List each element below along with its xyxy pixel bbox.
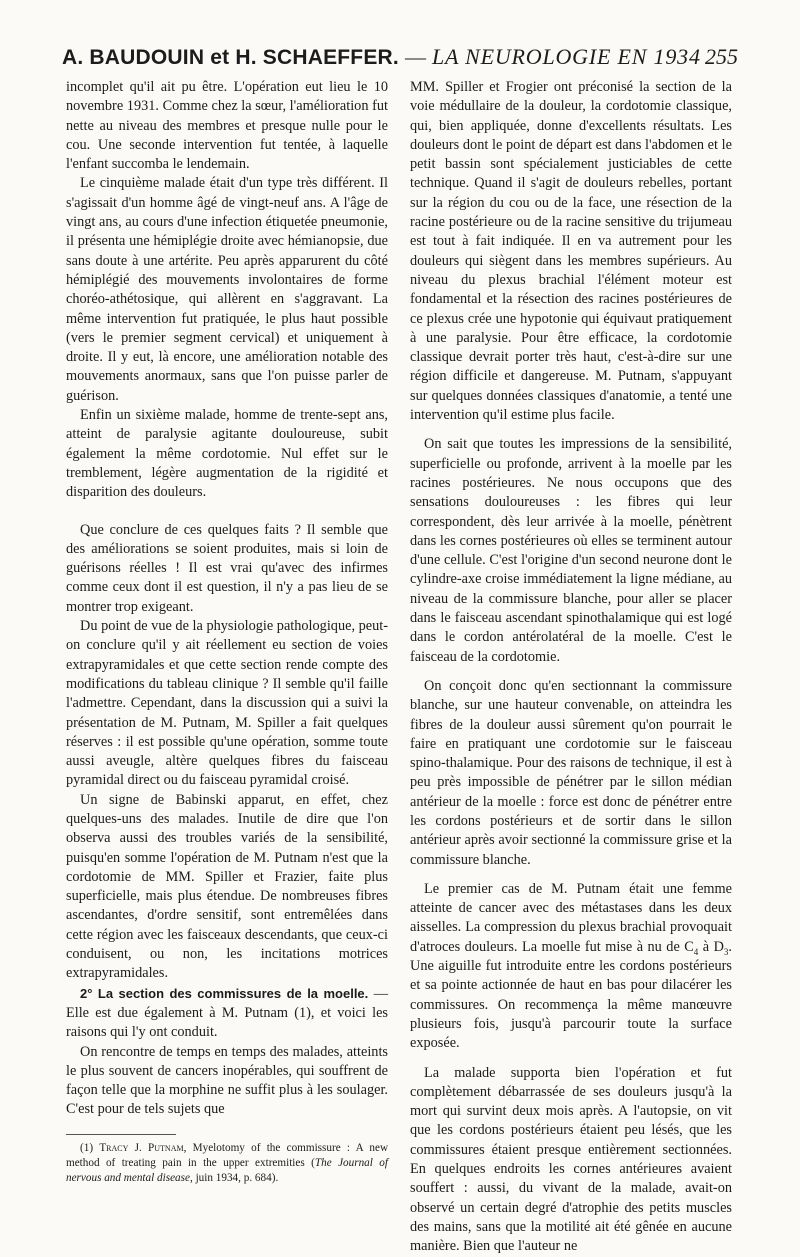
paragraph: On conçoit donc qu'en sectionnant la commissure blanche, sur une hauteur convenable, on atteindra les fibres de la douleur aussi sûrement qu'on pourrait le faire en pratiquant une cordotomie sur le faisceau spino-thalamique. Pour des raisons de technique, il est à peu près impossible de pénétrer par le sillon médian antérieur de la moelle : force est donc de pénétrer entre les cordons postérieurs et de sortir dans le sillon antérieur après avoir sectionné la commissure grise et la commissure blanche. xyxy=(410,677,732,868)
paragraph: incomplet qu'il ait pu être. L'opération eut lieu le 10 novembre 1931. Comme chez la sœur, l'amélioration fut nette au niveau des membres et presque nulle pour le cou. Une seconde intervention fut tentée, à laquelle l'enfant succomba le lendemain. xyxy=(66,79,388,173)
subscript: 3 xyxy=(723,946,729,957)
left-column xyxy=(66,78,388,1186)
paragraph-text: . Une aiguille fut introduite entre les cordons postérieurs et sa pointe actionnée de haut en bas pour dilacérer les commissures. On recommença la même manœuvre plusieurs fois, jusqu'à parcourir toute la surface exposée. xyxy=(410,938,732,1052)
footnote-end: juin 1934, p. 684). xyxy=(192,1171,279,1184)
section-heading-paragraph xyxy=(66,984,388,1043)
paragraph xyxy=(410,880,732,1054)
right-column xyxy=(410,78,732,1257)
paragraph: Le cinquième malade était d'un type très différent. Il s'agissait d'un homme âgé de vingt-neuf ans. A l'âge de vingt ans, au cours d'une infection étiquetée pneumonie, il présenta une hémiplégie droite avec hémianopsie, due sans doute à une artérite. Peu après apparurent du côté hémiplégié des mouvements involontaires de forme choréo-athétosique, qui allèrent en s'aggravant. La même intervention fut pratiquée, le plus haut possible (vers le premier segment cervical) et uniquement à droite. Il y eut, là encore, une amélioration notable des mouvements anormaux, sans que l'on puisse parler de guérison. xyxy=(66,175,388,404)
footnote-marker: (1) xyxy=(80,1141,94,1154)
footnote-text: Myelotomy of the commissure : A new method of treating pain in the upper extremities ( xyxy=(66,1141,389,1169)
section-title: 2° La section des commissures de la moelle. xyxy=(80,985,369,1001)
paragraph: MM. Spiller et Frogier ont préconisé la section de la voie médullaire de la douleur, la cordotomie classique, qui, bien appliquée, donne d'excellents résultats. Les douleurs dont le point de départ est dans l'abdomen et le petit bassin sont spécialement justiciables de cette technique. Quand il s'agit de douleurs rebelles, portant sur la région du cou ou de la face, une résection de la racine postérieure ou de la racine sensitive du trijumeau est tout à fait indiquée. Il en va autrement pour les douleurs qui siègent dans les membres supérieurs. Au niveau du plexus brachial l'élément moteur est fondamental et la résection des racines postérieures de ce plexus crée une hypotonie qui équivaut pratiquement à une paralysie. Pour être efficace, la cordotomie classique devrait porter très haut, c'est-à-dire sur une région difficile et dangereuse. M. Putnam, s'appuyant sur quelques données classiques d'anatomie, a tenté une intervention qu'il estime plus facile. xyxy=(410,79,732,424)
running-header xyxy=(62,44,738,76)
page-number: 255 xyxy=(705,44,738,69)
subscript: 4 xyxy=(693,946,699,957)
paragraph: Un signe de Babinski apparut, en effet, chez quelques-uns des malades. Inutile de dire que l'on observa aussi des troubles variés de la sensibilité, puisqu'en somme l'opération de M. Putnam n'est que la cordotomie de MM. Spiller et Frazier, faite plus superficielle, mais plus étendue. De nombreuses fibres ascendantes, d'ordre sensitif, sont entremêlées dans cette région avec les faisceaux descendants, que ceux-ci conduisent, ou non, les incitations motrices extrapyramidales. xyxy=(66,791,388,982)
paragraph: La malade supporta bien l'opération et fut complètement débarrassée de ses douleurs jusqu'à la mort qui survint deux mois après. A l'autopsie, on vit que les cordons postérieurs étaient peu lésés, que les commissures étaient presque entièrement sectionnées. En quelques endroits les cornes antérieures avaient souffert : aussi, du vivant de la malade, avait-on observé un certain degré d'atrophie des petits muscles des mains, sans que la motilité ait été gênée en aucune manière. Bien que l'auteur ne xyxy=(410,1064,732,1255)
footnote-journal: The Journal of nervous and mental disease, xyxy=(66,1156,388,1184)
paragraph: Enfin un sixième malade, homme de trente-sept ans, atteint de paralysie agitante douloureuse, subit également la même cordotomie. Nul effet sur le tremblement, légère augmentation de la rigidité et disparition des douleurs. xyxy=(66,407,388,501)
header-authors: A. BAUDOUIN et H. SCHAEFFER. xyxy=(62,46,399,69)
footnote-rule xyxy=(66,1134,176,1135)
footnote-author: Tracy J. Putnam, xyxy=(99,1141,187,1154)
paragraph-text: à D xyxy=(698,938,724,955)
paragraph-text: Le premier cas de M. Putnam était une femme atteinte de cancer avec des métastases dans les deux aisselles. La compression du plexus brachial provoquait d'atroces douleurs. La moelle fut mise à nu de C xyxy=(410,880,732,955)
paragraph: Du point de vue de la physiologie pathologique, peut-on conclure qu'il y ait réellement eu section de voies extrapyramidales et que cette section rende compte des modifications du tableau clinique ? Il semble qu'il faille l'admettre. Cependant, dans la discussion qui a suivi la présentation de M. Putnam, M. Spiller a fait quelques réserves : il est possible qu'une opération, somme toute aussi aveugle, altère quelques fibres du faisceau pyramidal direct ou du faisceau pyramidal croisé. xyxy=(66,618,388,789)
paragraph: Que conclure de ces quelques faits ? Il semble que des améliorations se soient produites, mais si loin de guérisons réelles ! Il est vrai qu'avec des infirmes comme ceux dont il est question, il n'y a pas lieu de se montrer trop exigeant. xyxy=(66,521,388,615)
footnote xyxy=(66,1141,388,1186)
section-body: — Elle est due également à M. Putnam (1), et voici les raisons qui l'y ont conduit. xyxy=(66,985,388,1041)
header-title: LA NEUROLOGIE EN 1934 xyxy=(431,44,701,69)
paragraph: On sait que toutes les impressions de la sensibilité, superficielle ou profonde, arrivent à la moelle par les racines postérieures. Ne nous occupons que des sensations douloureuses : les fibres qui leur correspondent, dès leur arrivée à la moelle, pénètrent dans les cornes postérieures où elles se terminent autour d'une cellule. C'est l'origine d'un second neurone dont le cylindre-axe croise immédiatement la ligne médiane, au niveau de la commissure blanche, pour aller se placer dans le faisceau ascendant spinothalamique qui est logé dans le cordon antérolatéral de la moelle. C'est le faisceau de la cordotomie. xyxy=(410,436,732,665)
paragraph: On rencontre de temps en temps des malades, atteints le plus souvent de cancers inopérables, qui souffrent de façon telle que la morphine ne suffit plus à les soulager. C'est pour de tels sujets que xyxy=(66,1043,388,1118)
header-dash: — xyxy=(404,45,426,69)
